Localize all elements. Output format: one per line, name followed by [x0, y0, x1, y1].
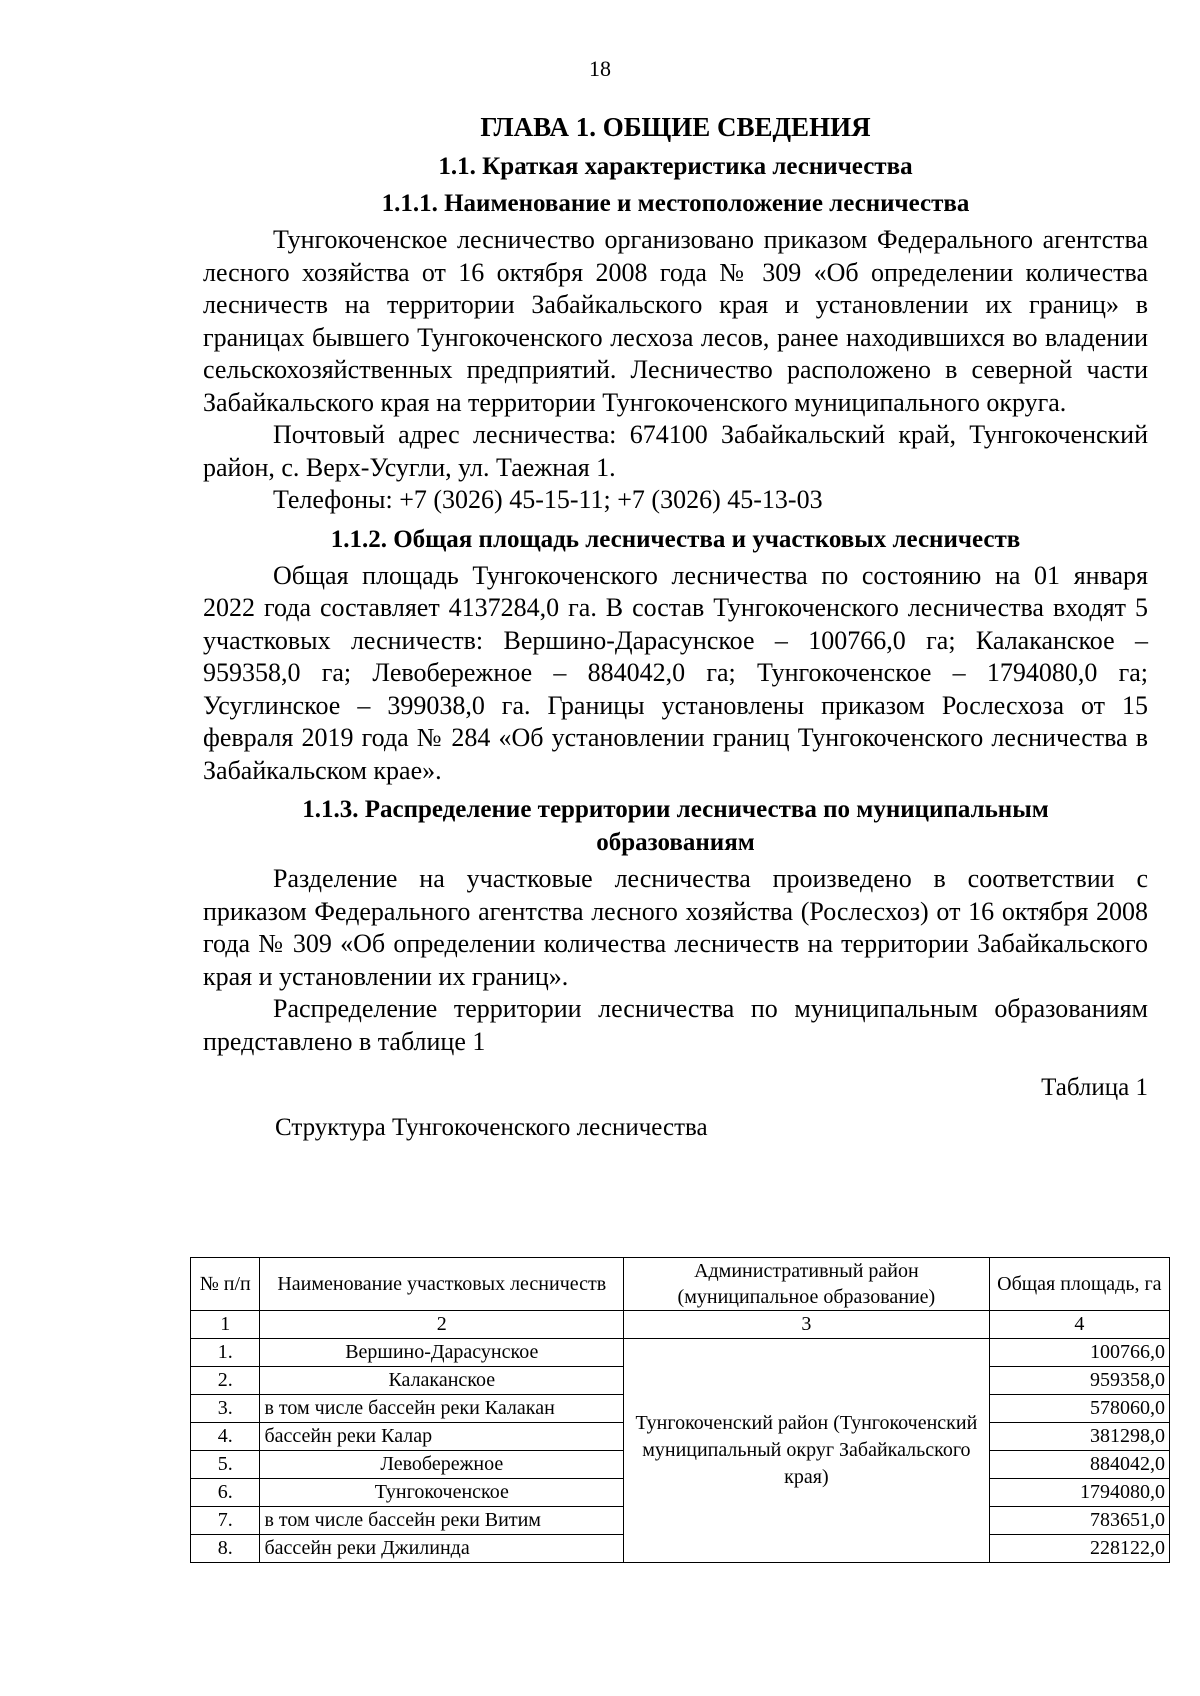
- row-area: 959358,0: [989, 1367, 1169, 1395]
- row-area: 381298,0: [989, 1423, 1169, 1451]
- header-district: Административный район (муниципальное образование): [624, 1258, 990, 1311]
- row-num: 6.: [191, 1479, 260, 1507]
- colnum-3: 3: [624, 1311, 990, 1339]
- page-number: 18: [589, 56, 611, 81]
- colnum-1: 1: [191, 1311, 260, 1339]
- paragraph-distribution: Распределение территории лесничества по муниципальным образованиям представлено в таблице 1: [203, 994, 1148, 1056]
- colnum-2: 2: [260, 1311, 624, 1339]
- table-header-row: [191, 1258, 1170, 1311]
- row-num: 8.: [191, 1535, 260, 1563]
- paragraph-address: Почтовый адрес лесничества: 674100 Забайкальский край, Тунгокоченский район, с. Верх-Усугли, ул. Таежная 1.: [203, 420, 1148, 482]
- row-name: Калаканское: [260, 1367, 624, 1395]
- row-area: 1794080,0: [989, 1479, 1169, 1507]
- section-title-1-1-1: 1.1.1. Наименование и местоположение лесничества: [381, 190, 970, 217]
- row-area: 578060,0: [989, 1395, 1169, 1423]
- row-name: в том числе бассейн реки Витим: [260, 1507, 624, 1535]
- row-num: 4.: [191, 1423, 260, 1451]
- row-area: 783651,0: [989, 1507, 1169, 1535]
- table-colnum-row: [191, 1311, 1170, 1339]
- row-num: 2.: [191, 1367, 260, 1395]
- row-name: в том числе бассейн реки Калакан: [260, 1395, 624, 1423]
- header-name: Наименование участковых лесничеств: [260, 1258, 624, 1311]
- row-num: 1.: [191, 1339, 260, 1367]
- header-num: № п/п: [191, 1258, 260, 1311]
- section-title-1-1-3-cont: образованиям: [596, 829, 755, 856]
- row-area: 884042,0: [989, 1451, 1169, 1479]
- forestry-structure-table: [190, 1257, 1170, 1563]
- table-row: [191, 1339, 1170, 1367]
- chapter-title: ГЛАВА 1. ОБЩИЕ СВЕДЕНИЯ: [480, 112, 871, 142]
- row-name: Тунгокоченское: [260, 1479, 624, 1507]
- row-area: 100766,0: [989, 1339, 1169, 1367]
- section-title-1-1: 1.1. Краткая характеристика лесничества: [438, 153, 913, 180]
- row-area: 228122,0: [989, 1535, 1169, 1563]
- paragraph-total-area: Общая площадь Тунгокоченского лесничества по состоянию на 01 января 2022 года составляет 4137284,0 га. В состав Тунгокоченского лесничества входят 5 участковых лесничеств: Вершино-Дарасунское – 100766,0 га; Калаканское – 959358,0 га; Левобережное – 884042,0 га; Тунгокоченское – 1794080,0 га; Усуглинское – 399038,0 га. Границы установлены приказом Рослесхоза от 15 февраля 2019 года № 284 «Об установлении границ Тунгокоченского лесничества в Забайкальском крае».: [203, 560, 1148, 785]
- row-num: 3.: [191, 1395, 260, 1423]
- table-label: Таблица 1: [1041, 1074, 1148, 1101]
- paragraph-phones: Телефоны: +7 (3026) 45-15-11; +7 (3026) 45-13-03: [273, 485, 823, 514]
- district-merged-cell: Тунгокоченский район (Тунгокоченский муниципальный округ Забайкальского края): [624, 1339, 990, 1563]
- section-title-1-1-2: 1.1.2. Общая площадь лесничества и участковых лесничеств: [330, 525, 1021, 553]
- row-name: Левобережное: [260, 1451, 624, 1479]
- header-area: Общая площадь, га: [989, 1258, 1169, 1311]
- document-body: [203, 108, 1148, 1150]
- paragraph-location: Тунгокоченское лесничество организовано приказом Федерального агентства лесного хозяйства от 16 октября 2008 года № 309 «Об определении количества лесничеств на территории Забайкальского края и установлении их границ» в границах бывшего Тунгокоченского лесхоза лесов, ранее находившихся во владении сельскохозяйственных предприятий. Лесничество расположено в северной части Забайкальского края на территории Тунгокоченского муниципального округа.: [203, 225, 1148, 417]
- row-num: 5.: [191, 1451, 260, 1479]
- row-name: бассейн реки Калар: [260, 1423, 624, 1451]
- section-title-1-1-3: 1.1.3. Распределение территории лесничества по муниципальным: [302, 796, 1049, 823]
- paragraph-division: Разделение на участковые лесничества произведено в соответствии с приказом Федерального агентства лесного хозяйства (Рослесхоз) от 16 октября 2008 года № 309 «Об определении количества лесничеств на территории Забайкальского края и установлении их границ».: [203, 864, 1148, 991]
- colnum-4: 4: [989, 1311, 1169, 1339]
- row-name: Вершино-Дарасунское: [260, 1339, 624, 1367]
- row-num: 7.: [191, 1507, 260, 1535]
- table-body: [191, 1339, 1170, 1563]
- table-caption: Структура Тунгокоченского лесничества: [275, 1114, 708, 1141]
- row-name: бассейн реки Джилинда: [260, 1535, 624, 1563]
